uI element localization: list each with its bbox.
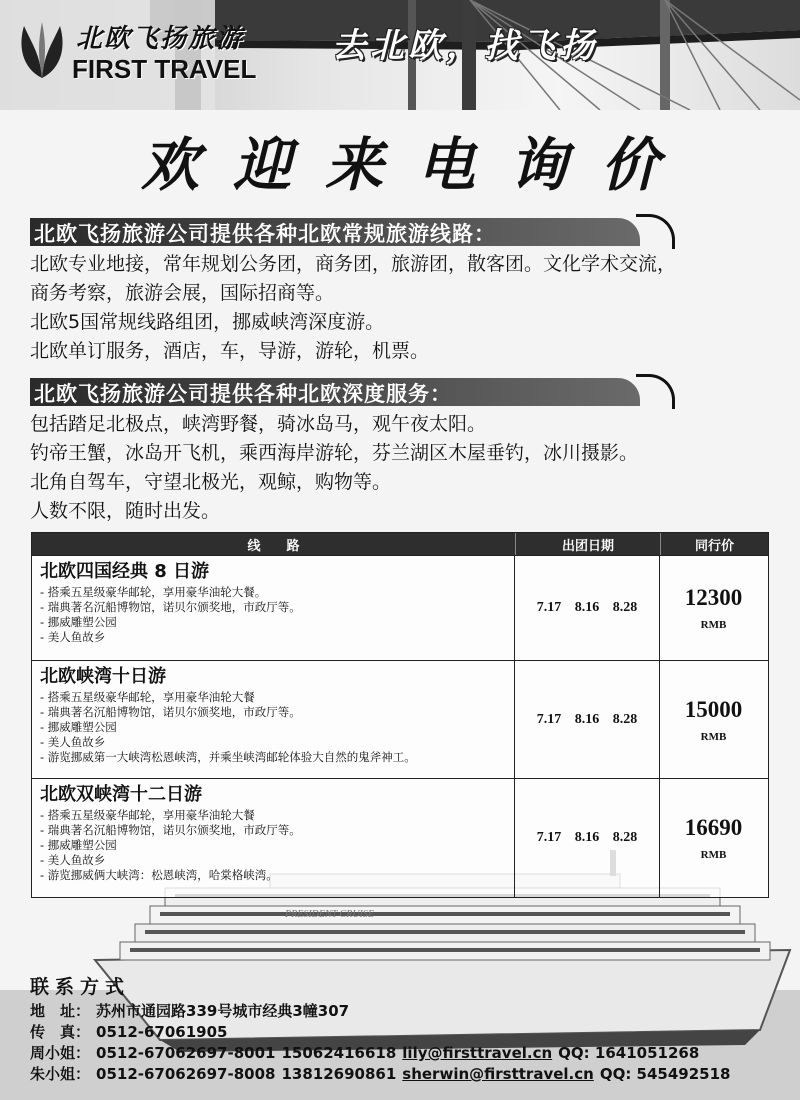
leaf-logo-icon — [16, 18, 68, 82]
route-feature: - 搭乘五星级豪华邮轮，享用豪华油轮大餐。 — [40, 585, 267, 599]
address-label: 地 址： — [30, 1002, 91, 1020]
regular-routes-section — [30, 214, 770, 366]
price-value: 16690 — [684, 815, 743, 840]
section-line: 商务考察，旅游会展，国际招商等。 — [30, 282, 335, 304]
person-label: 朱小姐： — [30, 1065, 91, 1083]
person-email-link[interactable]: sherwin@firsttravel.cn — [402, 1065, 594, 1083]
header-price: 同行价 — [694, 538, 734, 554]
brand-name-chinese: 北欧飞扬旅游 — [76, 24, 245, 54]
contact-person-line — [30, 1043, 790, 1064]
person-mobile[interactable]: 13812690861 — [281, 1065, 397, 1083]
route-feature: - 游览挪威第一大峡湾松恩峡湾，并乘坐峡湾邮轮体验大自然的鬼斧神工。 — [40, 750, 416, 764]
route-feature: - 挪威雕塑公园 — [40, 838, 117, 852]
table-header — [32, 533, 768, 555]
table-row[interactable] — [32, 778, 768, 897]
table-row[interactable] — [32, 660, 768, 778]
person-phone[interactable]: 0512-67062697-8001 — [96, 1044, 276, 1062]
person-label: 周小姐： — [30, 1044, 91, 1062]
section-line: 人数不限，随时出发。 — [30, 500, 221, 522]
route-name: 北欧双峡湾十二日游 — [40, 784, 202, 805]
price-currency: RMB — [700, 619, 727, 631]
price-cell — [660, 661, 767, 778]
page-title: 欢迎来电询价 — [140, 131, 693, 199]
route-feature: - 瑞典著名沉船博物馆，诺贝尔颁奖地，市政厅等。 — [40, 600, 301, 614]
tour-price-table — [31, 532, 769, 898]
address-line — [30, 1001, 790, 1022]
section-line: 北欧5国常规线路组团，挪威峡湾深度游。 — [30, 311, 385, 333]
section-line: 钓帝王蟹，冰岛开飞机，乘西海岸游轮，芬兰湖区木屋垂钓，冰川摄影。 — [30, 442, 639, 464]
route-feature: - 美人鱼故乡 — [40, 630, 106, 644]
person-qq: QQ: 1641051268 — [558, 1044, 700, 1062]
route-name: 北欧峡湾十日游 — [40, 666, 166, 687]
route-feature: - 美人鱼故乡 — [40, 735, 106, 749]
slogan: 去北欧，找飞扬 — [332, 26, 598, 66]
section-bar-curve — [636, 214, 675, 249]
person-mobile[interactable]: 15062416618 — [281, 1044, 397, 1062]
fax-line — [30, 1022, 790, 1043]
contact-person-line — [30, 1064, 790, 1085]
logo[interactable] — [10, 14, 257, 86]
route-feature: - 搭乘五星级豪华邮轮，享用豪华油轮大餐 — [40, 808, 255, 822]
fax-value: 0512-67061905 — [96, 1023, 228, 1041]
section-bar-curve — [636, 374, 675, 409]
section-title: 北欧飞扬旅游公司提供各种北欧深度服务： — [34, 382, 452, 406]
price-currency: RMB — [700, 849, 727, 861]
section-title: 北欧飞扬旅游公司提供各种北欧常规旅游线路： — [34, 222, 496, 246]
header-dates: 出团日期 — [516, 533, 661, 555]
route-name: 北欧四国经典 8 日游 — [40, 561, 210, 582]
price-cell — [660, 556, 767, 660]
section-body — [30, 250, 770, 366]
section-body — [30, 410, 770, 526]
person-phone[interactable]: 0512-67062697-8008 — [96, 1065, 276, 1083]
departure-dates: 7.17 8.16 8.28 — [515, 661, 660, 778]
section-line: 北欧单订服务，酒店，车，导游，游轮，机票。 — [30, 340, 430, 362]
section-line: 北角自驾车，守望北极光，观鲸，购物等。 — [30, 471, 392, 493]
departure-dates: 7.17 8.16 8.28 — [515, 779, 660, 897]
route-feature: - 挪威雕塑公园 — [40, 720, 117, 734]
section-line: 包括踏足北极点，峡湾野餐，骑冰岛马，观午夜太阳。 — [30, 413, 487, 435]
header-banner — [0, 0, 800, 110]
ship-name: PRESIDENT CRUISE — [285, 909, 374, 920]
departure-dates: 7.17 8.16 8.28 — [515, 556, 660, 660]
section-line: 北欧专业地接，常年规划公务团，商务团，旅游团，散客团。文化学术交流， — [30, 253, 677, 275]
section-bar — [30, 374, 770, 408]
brand-name-english: FIRST TRAVEL — [72, 54, 257, 84]
route-feature: - 游览挪威俩大峡湾：松恩峡湾，哈棠格峡湾。 — [40, 868, 278, 882]
route-cell — [32, 661, 515, 778]
section-bar — [30, 214, 770, 248]
route-feature: - 搭乘五星级豪华邮轮，享用豪华油轮大餐 — [40, 690, 255, 704]
price-cell — [660, 779, 767, 897]
route-feature: - 美人鱼故乡 — [40, 853, 106, 867]
fax-label: 传 真： — [30, 1023, 91, 1041]
contact-section — [30, 973, 790, 1085]
header-route: 线 路 — [32, 533, 516, 555]
route-feature: - 瑞典著名沉船博物馆，诺贝尔颁奖地，市政厅等。 — [40, 705, 301, 719]
route-cell — [32, 556, 515, 660]
price-currency: RMB — [700, 730, 727, 743]
person-qq: QQ: 545492518 — [599, 1065, 731, 1083]
contact-title: 联系方式 — [30, 976, 131, 998]
route-feature: - 挪威雕塑公园 — [40, 615, 117, 629]
price-value: 12300 — [684, 585, 743, 610]
address-value: 苏州市通园路339号城市经典3幢307 — [96, 1002, 350, 1020]
bridge-tower-right — [660, 0, 670, 110]
table-row[interactable] — [32, 555, 768, 660]
route-feature: - 瑞典著名沉船博物馆，诺贝尔颁奖地，市政厅等。 — [40, 823, 301, 837]
deep-services-section — [30, 374, 770, 526]
route-cell — [32, 779, 515, 897]
price-value: 15000 — [684, 696, 743, 722]
person-email-link[interactable]: lily@firsttravel.cn — [402, 1044, 553, 1062]
